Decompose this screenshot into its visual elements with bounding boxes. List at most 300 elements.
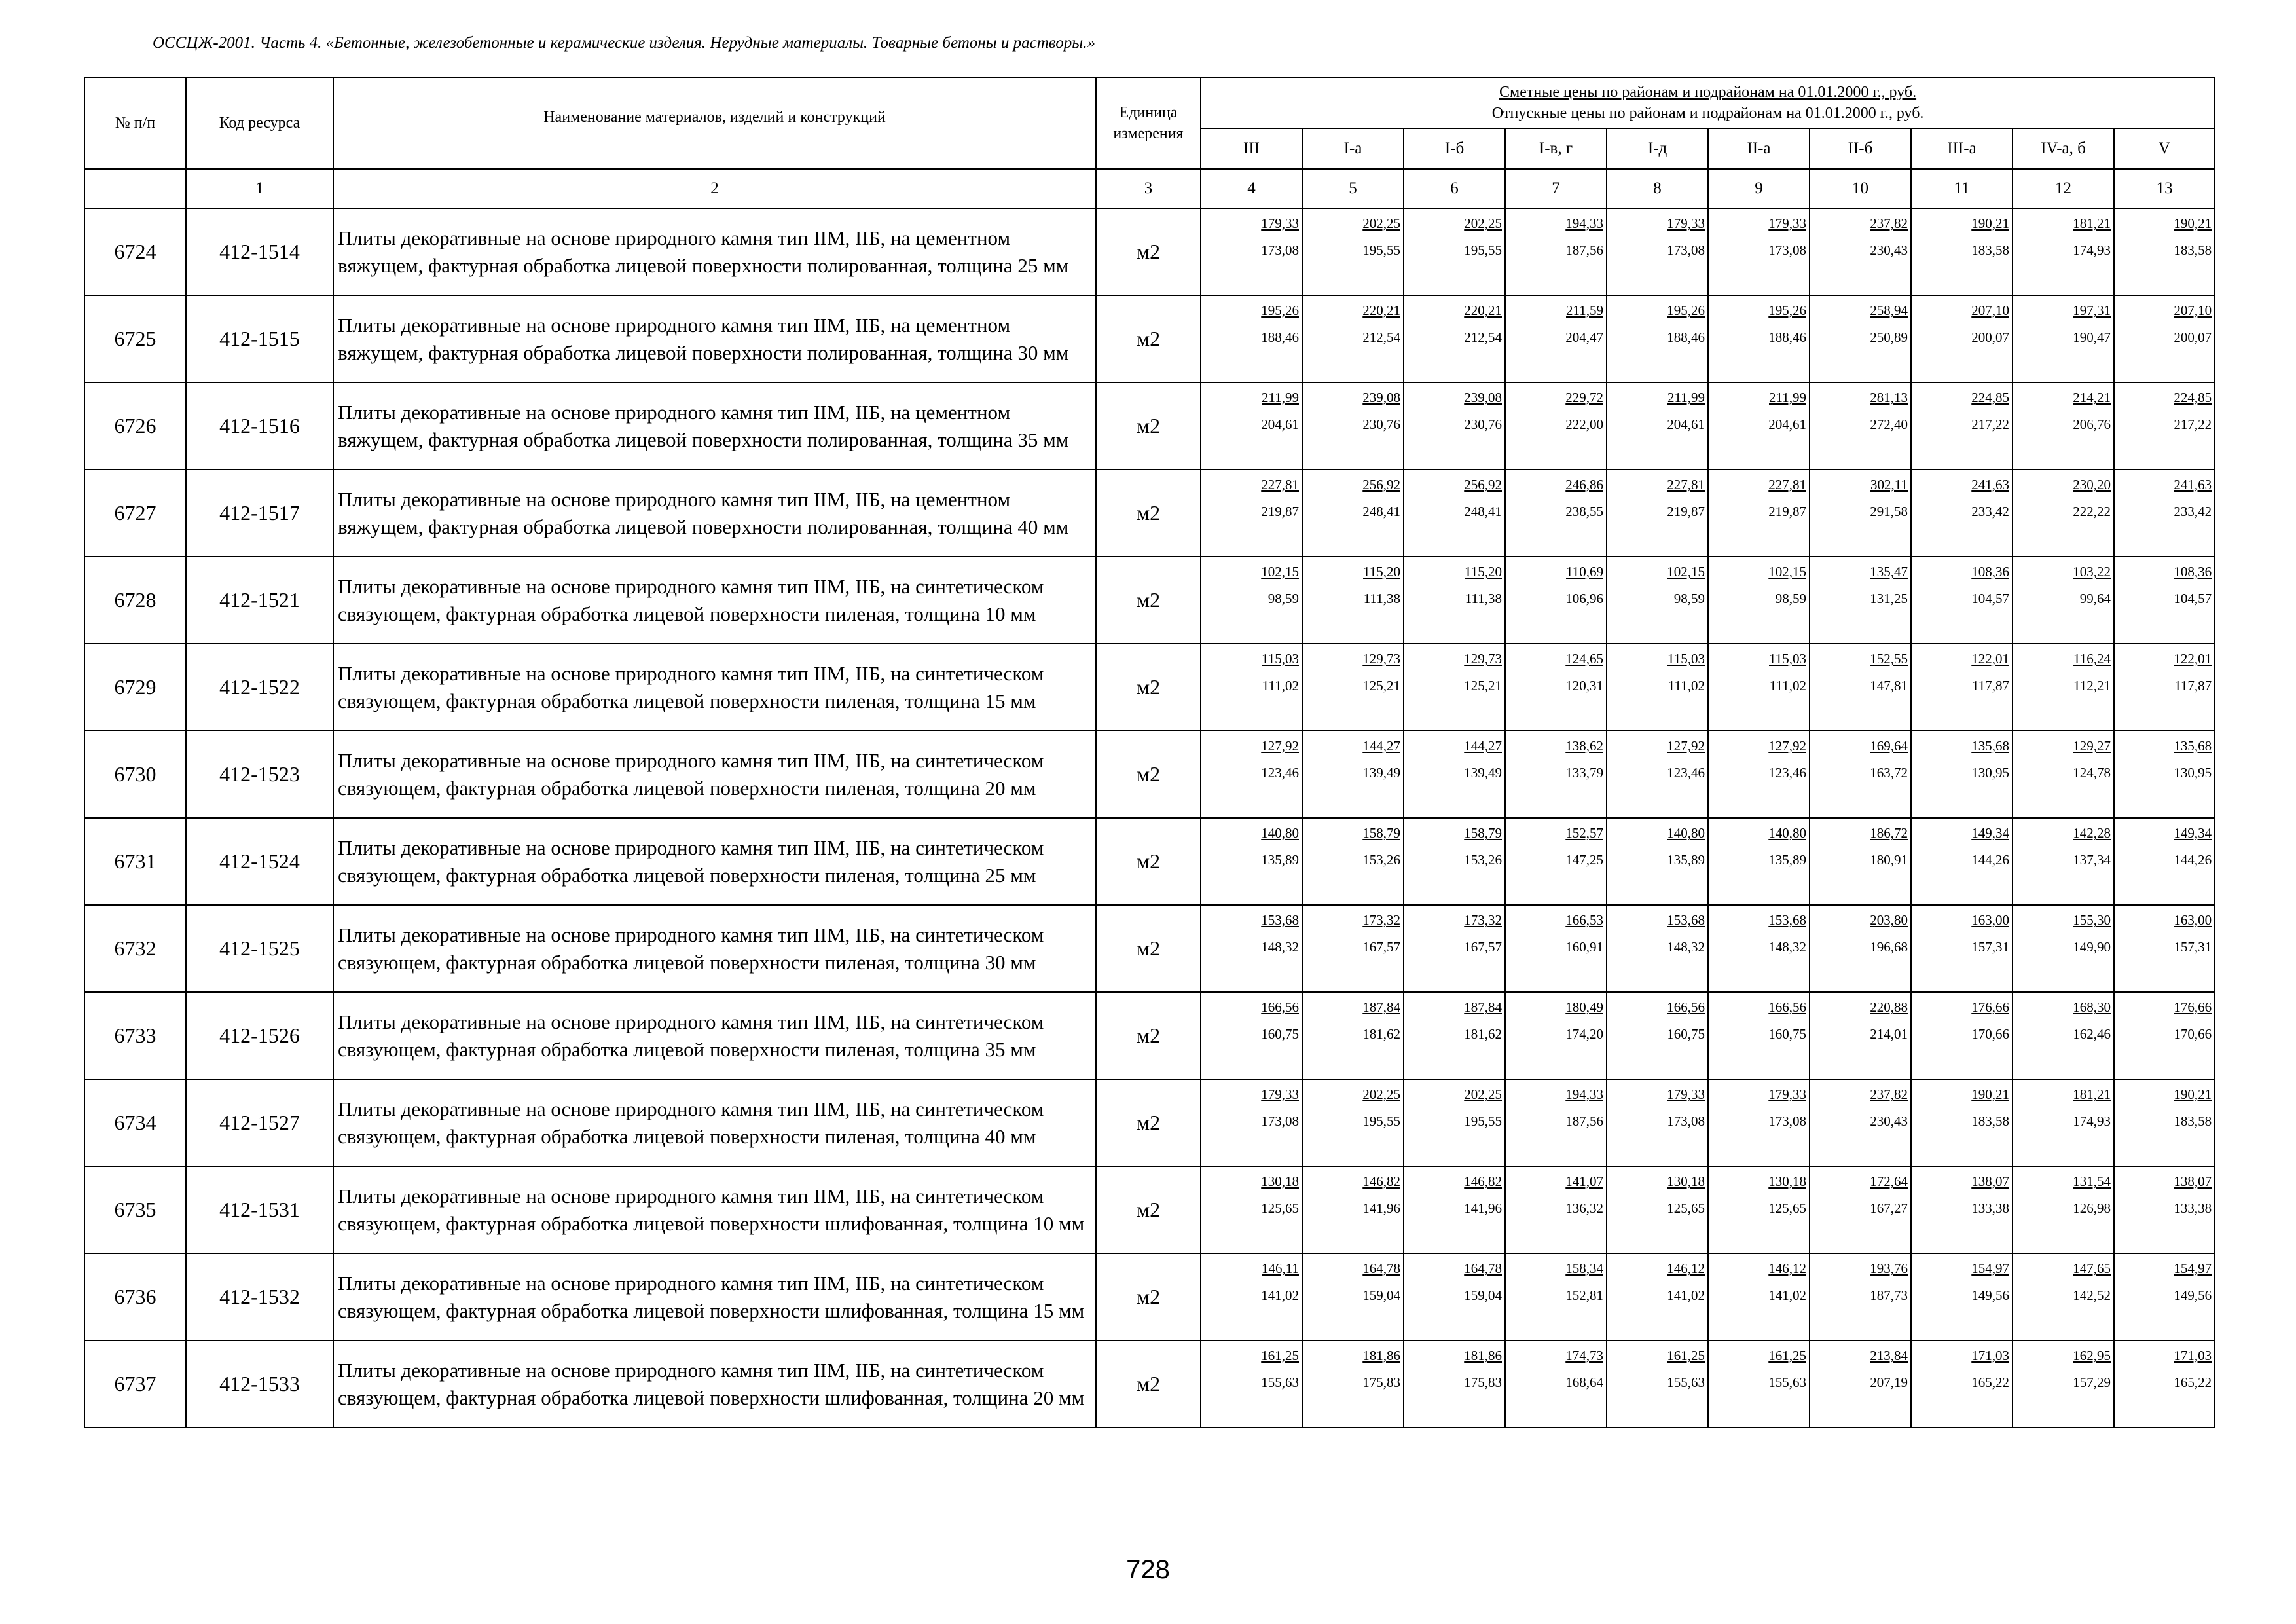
estimated-price: 146,12	[1768, 1261, 1806, 1276]
release-price: 111,02	[1667, 678, 1705, 693]
price-cell	[2013, 295, 2114, 382]
price-cell	[2013, 1079, 2114, 1166]
price-cell	[1810, 470, 1911, 557]
price-cell	[1810, 644, 1911, 731]
estimated-price: 115,03	[1769, 651, 1806, 667]
release-price: 183,58	[2174, 1113, 2212, 1129]
estimated-price: 180,49	[1565, 999, 1603, 1015]
release-price: 167,27	[1870, 1200, 1908, 1216]
price-cell	[1810, 731, 1911, 818]
estimated-price: 239,08	[1464, 390, 1502, 405]
estimated-price: 154,97	[2174, 1261, 2212, 1276]
release-price: 204,61	[1667, 416, 1705, 432]
price-cell	[1302, 295, 1404, 382]
estimated-price: 138,62	[1565, 738, 1603, 754]
price-cell	[1302, 208, 1404, 295]
estimated-price: 131,54	[2073, 1173, 2111, 1189]
table-row	[84, 1253, 2215, 1340]
estimated-price: 147,65	[2073, 1261, 2111, 1276]
estimated-price: 227,81	[1667, 477, 1705, 492]
release-price: 219,87	[1768, 504, 1806, 519]
release-price: 272,40	[1870, 416, 1908, 432]
estimated-price: 115,03	[1667, 651, 1705, 667]
release-price: 111,38	[1363, 591, 1400, 606]
price-cell	[2013, 1253, 2114, 1340]
row-number: 6732	[84, 905, 186, 992]
price-cell	[1404, 1340, 1505, 1428]
release-price: 123,46	[1667, 765, 1705, 781]
price-cell	[1505, 208, 1607, 295]
region-header: IV-а, б	[2013, 128, 2114, 169]
price-cell	[1708, 382, 1810, 470]
document-header: ОССЦЖ-2001. Часть 4. «Бетонные, железобетонные и керамические изделия. Нерудные материалы. Товарные бетоны и растворы.»	[153, 34, 1095, 52]
estimated-price: 246,86	[1565, 477, 1603, 492]
price-cell	[1505, 905, 1607, 992]
price-cell	[1505, 557, 1607, 644]
resource-code: 412-1514	[186, 208, 333, 295]
release-price: 135,89	[1768, 852, 1806, 868]
release-price: 167,57	[1464, 939, 1502, 955]
release-price: 200,07	[2174, 329, 2212, 345]
price-cell	[1201, 731, 1302, 818]
price-cell	[1810, 818, 1911, 905]
table-row	[84, 1340, 2215, 1428]
price-cell	[1505, 382, 1607, 470]
release-price: 130,95	[2174, 765, 2212, 781]
estimated-price: 115,20	[1465, 564, 1502, 580]
price-cell	[2114, 1340, 2215, 1428]
estimated-price: 187,84	[1464, 999, 1502, 1015]
release-price: 141,02	[1667, 1287, 1705, 1303]
price-cell	[1505, 1340, 1607, 1428]
price-cell	[1404, 1253, 1505, 1340]
column-number: 7	[1505, 169, 1607, 208]
estimated-price: 102,15	[1667, 564, 1705, 580]
price-cell	[1708, 818, 1810, 905]
price-cell	[1708, 470, 1810, 557]
price-cell	[1607, 382, 1708, 470]
estimated-price: 190,21	[2174, 1086, 2212, 1102]
release-price: 173,08	[1768, 242, 1806, 258]
row-number: 6736	[84, 1253, 186, 1340]
region-header: II-а	[1708, 128, 1810, 169]
estimated-price: 144,27	[1464, 738, 1502, 754]
price-cell	[1708, 1166, 1810, 1253]
release-price: 157,31	[2174, 939, 2212, 955]
release-price: 135,89	[1667, 852, 1705, 868]
price-cell	[1708, 731, 1810, 818]
estimated-price: 220,21	[1464, 303, 1502, 318]
release-price: 112,21	[2073, 678, 2111, 693]
price-cell	[1302, 1166, 1404, 1253]
release-price: 98,59	[1673, 591, 1705, 606]
estimated-price: 146,12	[1667, 1261, 1705, 1276]
release-price: 222,22	[2073, 504, 2111, 519]
estimated-price: 190,21	[1971, 215, 2009, 231]
estimated-price: 241,63	[2174, 477, 2212, 492]
release-price: 159,04	[1464, 1287, 1502, 1303]
column-number: 5	[1302, 169, 1404, 208]
unit-of-measure: м2	[1096, 818, 1201, 905]
release-price: 181,62	[1362, 1026, 1400, 1042]
region-header: I-а	[1302, 128, 1404, 169]
estimated-price: 173,32	[1362, 912, 1400, 928]
release-price: 175,83	[1464, 1375, 1502, 1390]
estimated-price: 176,66	[1971, 999, 2009, 1015]
price-cell	[1404, 1079, 1505, 1166]
price-cell	[1708, 295, 1810, 382]
release-price: 137,34	[2073, 852, 2111, 868]
price-cell	[2013, 470, 2114, 557]
price-cell	[2114, 1253, 2215, 1340]
estimated-price: 181,21	[2073, 215, 2111, 231]
price-cell	[1911, 905, 2013, 992]
release-price: 123,46	[1768, 765, 1806, 781]
estimated-price: 197,31	[2073, 303, 2111, 318]
estimated-price: 181,86	[1464, 1348, 1502, 1363]
price-cell	[1607, 295, 1708, 382]
row-number: 6730	[84, 731, 186, 818]
material-name: Плиты декоративные на основе природного камня тип IIМ, IIБ, на синтетическом связующем, фактурная обработка лицевой поверхности пиленая, толщина 40 мм	[333, 1079, 1096, 1166]
estimated-price: 142,28	[2073, 825, 2111, 841]
release-price: 219,87	[1261, 504, 1299, 519]
material-name: Плиты декоративные на основе природного камня тип IIМ, IIБ, на цементном вяжущем, фактурная обработка лицевой поверхности полированная, толщина 25 мм	[333, 208, 1096, 295]
estimated-price: 237,82	[1870, 215, 1908, 231]
release-price: 125,65	[1768, 1200, 1806, 1216]
material-name: Плиты декоративные на основе природного камня тип IIМ, IIБ, на цементном вяжущем, фактурная обработка лицевой поверхности полированная, толщина 40 мм	[333, 470, 1096, 557]
unit-of-measure: м2	[1096, 731, 1201, 818]
estimated-price: 213,84	[1870, 1348, 1908, 1363]
price-cell	[1810, 208, 1911, 295]
price-cell	[1302, 470, 1404, 557]
column-number: 9	[1708, 169, 1810, 208]
estimated-price: 224,85	[2174, 390, 2212, 405]
region-header: I-б	[1404, 128, 1505, 169]
estimated-price: 211,99	[1262, 390, 1299, 405]
release-price: 147,81	[1870, 678, 1908, 693]
price-cell	[1708, 992, 1810, 1079]
column-number: 12	[2013, 169, 2114, 208]
estimated-price: 181,86	[1362, 1348, 1400, 1363]
row-number: 6727	[84, 470, 186, 557]
release-price: 230,43	[1870, 1113, 1908, 1129]
estimated-price: 124,65	[1565, 651, 1603, 667]
price-cell	[1911, 1079, 2013, 1166]
table-row	[84, 470, 2215, 557]
release-price: 125,21	[1464, 678, 1502, 693]
estimated-price: 186,72	[1870, 825, 1908, 841]
estimated-price: 141,07	[1565, 1173, 1603, 1189]
estimated-price: 176,66	[2174, 999, 2212, 1015]
price-cell	[1201, 1166, 1302, 1253]
release-price: 159,04	[1362, 1287, 1400, 1303]
estimated-price: 144,27	[1362, 738, 1400, 754]
release-price: 222,00	[1565, 416, 1603, 432]
release-price: 250,89	[1870, 329, 1908, 345]
price-cell	[2114, 905, 2215, 992]
estimated-price: 127,92	[1667, 738, 1705, 754]
release-price: 173,08	[1261, 242, 1299, 258]
estimated-price: 153,68	[1667, 912, 1705, 928]
release-price: 174,93	[2073, 1113, 2111, 1129]
price-cell	[1201, 557, 1302, 644]
release-price: 233,42	[1971, 504, 2009, 519]
estimated-price: 115,03	[1262, 651, 1299, 667]
estimated-price: 161,25	[1261, 1348, 1299, 1363]
release-price: 125,21	[1362, 678, 1400, 693]
estimated-price: 152,55	[1870, 651, 1908, 667]
price-cell	[1404, 731, 1505, 818]
resource-code: 412-1521	[186, 557, 333, 644]
price-cell	[1302, 1253, 1404, 1340]
estimated-price: 202,25	[1362, 215, 1400, 231]
release-price: 141,96	[1464, 1200, 1502, 1216]
column-number: 8	[1607, 169, 1708, 208]
price-cell	[1505, 731, 1607, 818]
estimated-price: 171,03	[2174, 1348, 2212, 1363]
price-cell	[1201, 1079, 1302, 1166]
estimated-price: 149,34	[1971, 825, 2009, 841]
price-cell	[1810, 992, 1911, 1079]
release-price: 135,89	[1261, 852, 1299, 868]
release-price: 147,25	[1565, 852, 1603, 868]
material-name: Плиты декоративные на основе природного камня тип IIМ, IIБ, на цементном вяжущем, фактурная обработка лицевой поверхности полированная, толщина 30 мм	[333, 295, 1096, 382]
price-cell	[1302, 818, 1404, 905]
prices-header-release: Отпускные цены по районам и подрайонам на 01.01.2000 г., руб.	[1491, 105, 1924, 122]
unit-of-measure: м2	[1096, 1166, 1201, 1253]
price-cell	[1911, 644, 2013, 731]
column-number: 13	[2114, 169, 2215, 208]
price-cell	[1708, 905, 1810, 992]
release-price: 207,19	[1870, 1375, 1908, 1390]
estimated-price: 194,33	[1565, 215, 1603, 231]
table-row	[84, 1079, 2215, 1166]
estimated-price: 129,73	[1464, 651, 1502, 667]
material-name: Плиты декоративные на основе природного камня тип IIМ, IIБ, на синтетическом связующем, фактурная обработка лицевой поверхности пиленая, толщина 25 мм	[333, 818, 1096, 905]
estimated-price: 220,21	[1362, 303, 1400, 318]
release-price: 196,68	[1870, 939, 1908, 955]
page-number: 728	[1126, 1555, 1170, 1584]
release-price: 291,58	[1870, 504, 1908, 519]
price-cell	[1201, 644, 1302, 731]
release-price: 141,96	[1362, 1200, 1400, 1216]
estimated-price: 179,33	[1768, 215, 1806, 231]
estimated-price: 224,85	[1971, 390, 2009, 405]
release-price: 152,81	[1565, 1287, 1603, 1303]
release-price: 111,02	[1769, 678, 1806, 693]
estimated-price: 163,00	[1971, 912, 2009, 928]
estimated-price: 202,25	[1362, 1086, 1400, 1102]
row-number: 6737	[84, 1340, 186, 1428]
release-price: 195,55	[1362, 1113, 1400, 1129]
price-table-container	[84, 77, 2214, 1428]
price-cell	[1404, 644, 1505, 731]
release-price: 165,22	[1971, 1375, 2009, 1390]
unit-of-measure: м2	[1096, 992, 1201, 1079]
estimated-price: 158,79	[1464, 825, 1502, 841]
release-price: 124,78	[2073, 765, 2111, 781]
column-number: 4	[1201, 169, 1302, 208]
estimated-price: 130,18	[1261, 1173, 1299, 1189]
price-cell	[1404, 992, 1505, 1079]
estimated-price: 173,32	[1464, 912, 1502, 928]
unit-of-measure: м2	[1096, 1253, 1201, 1340]
release-price: 219,87	[1667, 504, 1705, 519]
price-cell	[1911, 208, 2013, 295]
release-price: 144,26	[2174, 852, 2212, 868]
price-cell	[1505, 992, 1607, 1079]
price-cell	[1404, 557, 1505, 644]
estimated-price: 207,10	[1971, 303, 2009, 318]
release-price: 160,75	[1768, 1026, 1806, 1042]
release-price: 157,31	[1971, 939, 2009, 955]
price-cell	[1404, 470, 1505, 557]
release-price: 181,62	[1464, 1026, 1502, 1042]
resource-code: 412-1516	[186, 382, 333, 470]
material-name: Плиты декоративные на основе природного камня тип IIМ, IIБ, на синтетическом связующем, фактурная обработка лицевой поверхности пиленая, толщина 10 мм	[333, 557, 1096, 644]
release-price: 98,59	[1267, 591, 1299, 606]
release-price: 230,76	[1362, 416, 1400, 432]
unit-of-measure: м2	[1096, 295, 1201, 382]
estimated-price: 166,53	[1565, 912, 1603, 928]
price-cell	[1607, 818, 1708, 905]
price-cell	[1505, 1166, 1607, 1253]
estimated-price: 161,25	[1768, 1348, 1806, 1363]
price-cell	[2114, 1166, 2215, 1253]
estimated-price: 122,01	[1971, 651, 2009, 667]
material-name: Плиты декоративные на основе природного камня тип IIМ, IIБ, на синтетическом связующем, фактурная обработка лицевой поверхности шлифованная, толщина 15 мм	[333, 1253, 1096, 1340]
price-cell	[1404, 208, 1505, 295]
release-price: 174,20	[1565, 1026, 1603, 1042]
release-price: 99,64	[2079, 591, 2111, 606]
release-price: 204,61	[1768, 416, 1806, 432]
estimated-price: 230,20	[2073, 477, 2111, 492]
resource-code: 412-1517	[186, 470, 333, 557]
price-cell	[1911, 295, 2013, 382]
estimated-price: 116,24	[2073, 651, 2111, 667]
release-price: 190,47	[2073, 329, 2111, 345]
material-name: Плиты декоративные на основе природного камня тип IIМ, IIБ, на цементном вяжущем, фактурная обработка лицевой поверхности полированная, толщина 35 мм	[333, 382, 1096, 470]
release-price: 123,46	[1261, 765, 1299, 781]
price-cell	[1201, 470, 1302, 557]
release-price: 155,63	[1768, 1375, 1806, 1390]
release-price: 149,90	[2073, 939, 2111, 955]
price-cell	[1505, 470, 1607, 557]
price-cell	[1607, 1340, 1708, 1428]
price-cell	[2114, 1079, 2215, 1166]
release-price: 183,58	[2174, 242, 2212, 258]
release-price: 238,55	[1565, 504, 1603, 519]
release-price: 139,49	[1362, 765, 1400, 781]
estimated-price: 179,33	[1768, 1086, 1806, 1102]
release-price: 157,29	[2073, 1375, 2111, 1390]
price-cell	[1201, 382, 1302, 470]
release-price: 195,55	[1362, 242, 1400, 258]
release-price: 168,64	[1565, 1375, 1603, 1390]
estimated-price: 190,21	[2174, 215, 2212, 231]
table-row	[84, 644, 2215, 731]
price-cell	[2013, 992, 2114, 1079]
estimated-price: 146,82	[1362, 1173, 1400, 1189]
region-header: I-д	[1607, 128, 1708, 169]
region-header: I-в, г	[1505, 128, 1607, 169]
price-cell	[1201, 818, 1302, 905]
estimated-price: 152,57	[1565, 825, 1603, 841]
estimated-price: 153,68	[1768, 912, 1806, 928]
unit-of-measure: м2	[1096, 470, 1201, 557]
release-price: 187,56	[1565, 1113, 1603, 1129]
estimated-price: 140,80	[1768, 825, 1806, 841]
estimated-price: 194,33	[1565, 1086, 1603, 1102]
price-cell	[1201, 1340, 1302, 1428]
column-number: 6	[1404, 169, 1505, 208]
price-cell	[1302, 992, 1404, 1079]
price-cell	[1708, 208, 1810, 295]
estimated-price: 127,92	[1261, 738, 1299, 754]
price-cell	[1810, 382, 1911, 470]
release-price: 188,46	[1261, 329, 1299, 345]
estimated-price: 140,80	[1261, 825, 1299, 841]
estimated-price: 168,30	[2073, 999, 2111, 1015]
price-cell	[1404, 295, 1505, 382]
price-cell	[1404, 1166, 1505, 1253]
estimated-price: 220,88	[1870, 999, 1908, 1015]
release-price: 173,08	[1667, 1113, 1705, 1129]
column-number: 1	[186, 169, 333, 208]
estimated-price: 135,68	[2174, 738, 2212, 754]
table-row	[84, 731, 2215, 818]
estimated-price: 166,56	[1667, 999, 1705, 1015]
estimated-price: 164,78	[1362, 1261, 1400, 1276]
estimated-price: 166,56	[1261, 999, 1299, 1015]
table-row	[84, 905, 2215, 992]
estimated-price: 281,13	[1870, 390, 1908, 405]
release-price: 248,41	[1464, 504, 1502, 519]
price-cell	[1302, 382, 1404, 470]
estimated-price: 193,76	[1870, 1261, 1908, 1276]
release-price: 104,57	[1971, 591, 2009, 606]
release-price: 183,58	[1971, 1113, 2009, 1129]
price-cell	[1810, 295, 1911, 382]
resource-code: 412-1527	[186, 1079, 333, 1166]
price-cell	[2013, 557, 2114, 644]
col-header-no: № п/п	[84, 77, 186, 169]
table-row	[84, 818, 2215, 905]
release-price: 173,08	[1768, 1113, 1806, 1129]
release-price: 111,38	[1465, 591, 1502, 606]
release-price: 98,59	[1775, 591, 1806, 606]
column-number: 2	[333, 169, 1096, 208]
table-row	[84, 295, 2215, 382]
release-price: 125,65	[1261, 1200, 1299, 1216]
col-header-name: Наименование материалов, изделий и конструкций	[333, 77, 1096, 169]
table-row	[84, 992, 2215, 1079]
release-price: 126,98	[2073, 1200, 2111, 1216]
release-price: 174,93	[2073, 242, 2111, 258]
release-price: 144,26	[1971, 852, 2009, 868]
price-cell	[2013, 818, 2114, 905]
release-price: 153,26	[1464, 852, 1502, 868]
unit-of-measure: м2	[1096, 1340, 1201, 1428]
resource-code: 412-1531	[186, 1166, 333, 1253]
price-cell	[1302, 1340, 1404, 1428]
estimated-price: 195,26	[1261, 303, 1299, 318]
resource-code: 412-1523	[186, 731, 333, 818]
resource-code: 412-1525	[186, 905, 333, 992]
region-header: V	[2114, 128, 2215, 169]
price-cell	[1505, 818, 1607, 905]
price-cell	[2114, 557, 2215, 644]
